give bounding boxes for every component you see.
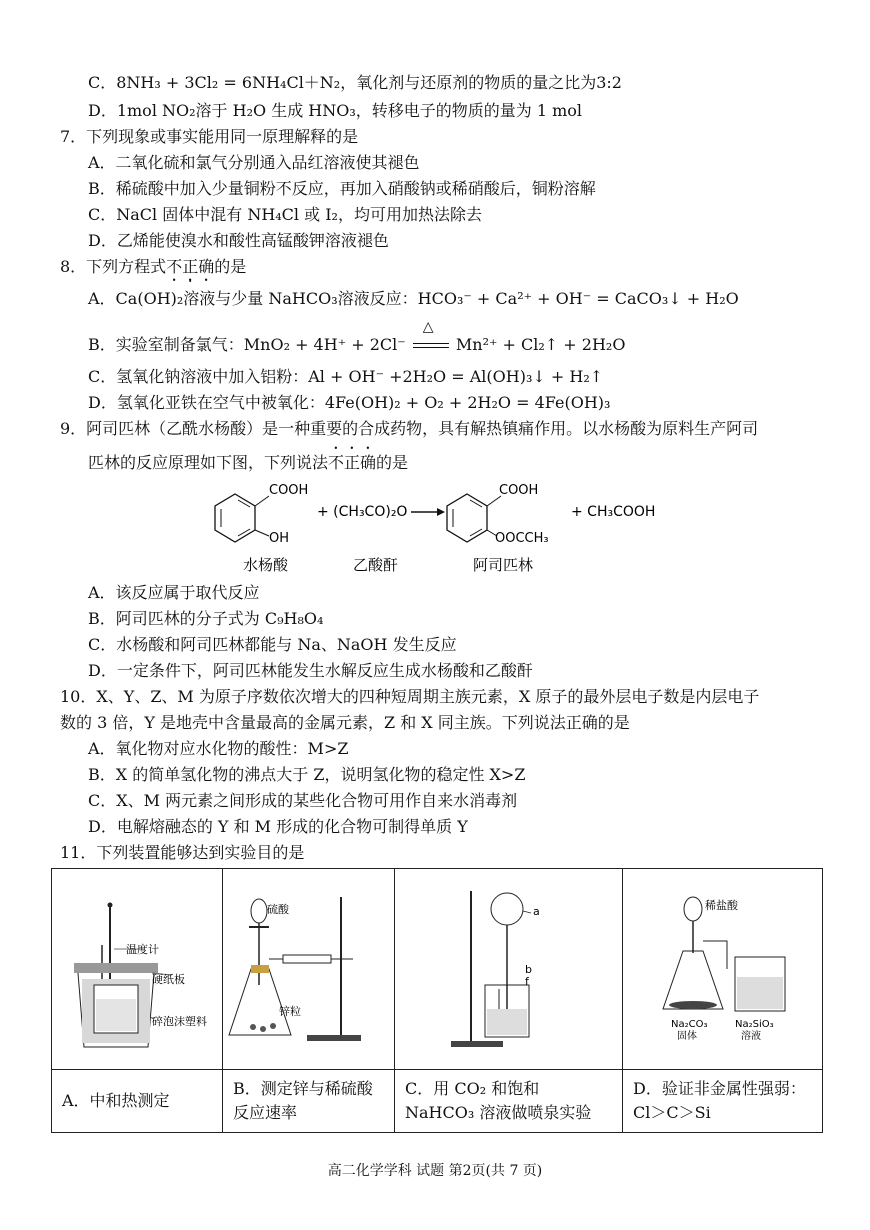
q7-option-d: D．乙烯能使溴水和酸性高锰酸钾溶液褪色 [88, 231, 389, 250]
q10-option-a: A．氧化物对应水化物的酸性：M>Z [88, 739, 349, 758]
caption-d: D．验证非金属性强弱：Cl＞C＞Si [623, 1070, 823, 1133]
label-sulfuric: 硫酸 [267, 903, 289, 916]
q9-text-1: 匹林的反应原理如下图，下列说法 [88, 453, 329, 472]
q7-option-b: B．稀硫酸中加入少量铜粉不反应，再加入硝酸钠或稀硝酸后，铜粉溶解 [88, 179, 596, 198]
q9-option-c: C．水杨酸和阿司匹林都能与 Na、NaOH 发生反应 [88, 635, 457, 654]
label-b: b [525, 963, 532, 976]
product-label: + CH₃COOH [571, 504, 656, 520]
ooc-label: OOCCH₃ [495, 531, 549, 546]
q8-text-1: 8．下列方程式 [60, 257, 167, 276]
q10-stem-2: 数的 3 倍，Y 是地壳中含量最高的金属元素，Z 和 X 同主族。下列说法正确的是 [60, 713, 630, 732]
name-anhydride: 乙酸酐 [353, 556, 399, 574]
fountain-figure [395, 869, 622, 1065]
q8-stem [60, 256, 246, 285]
q7-option-c: C．NaCl 固体中混有 NH₄Cl 或 I₂，均可用加热法除去 [88, 205, 482, 224]
apparatus-table [51, 868, 823, 1133]
q8-emphasis: 不正确 [166, 257, 215, 276]
cooh-label: COOH [269, 483, 309, 498]
q8-option-d: D．氢氧化亚铁在空气中被氧化：4Fe(OH)₂ + O₂ + 2H₂O = 4Fe(OH)₃ [88, 393, 611, 412]
q10-option-d: D．电解熔融态的 Y 和 M 形成的化合物可制得单质 Y [88, 817, 468, 836]
oh-label: OH [269, 531, 290, 546]
q8-option-c: C．氢氧化钠溶液中加入铝粉：Al + OH⁻ +2H₂O = Al(OH)₃↓ + H₂↑ [88, 367, 604, 386]
label-hcl: 稀盐酸 [705, 899, 738, 912]
q7-stem: 7．下列现象或事实能用同一原理解释的是 [60, 127, 359, 146]
q8-b-left: B．实验室制备氯气：MnO₂ + 4H⁺ + 2Cl⁻ [88, 335, 406, 354]
q9-option-d: D．一定条件下，阿司匹林能发生水解反应生成水杨酸和乙酸酐 [88, 661, 533, 680]
reaction-scheme [205, 474, 665, 580]
caption-c: C．用 CO₂ 和饱和 NaHCO₃ 溶液做喷泉实验 [395, 1070, 623, 1133]
q6-option-d: D．1mol NO₂溶于 H₂O 生成 HNO₃，转移电子的物质的量为 1 mol [88, 101, 583, 120]
apparatus-b-cell [223, 869, 395, 1070]
aspirin-structure [447, 494, 501, 542]
q7-option-a: A．二氧化硫和氯气分别通入品红溶液使其褪色 [88, 153, 420, 172]
q9-option-a: A．该反应属于取代反应 [88, 583, 260, 602]
label-solid: 固体 [677, 1031, 697, 1042]
q8-option-b [88, 318, 626, 356]
label-solution: 溶液 [741, 1031, 761, 1042]
label-cardboard: 硬纸板 [152, 973, 185, 986]
caption-b: B．测定锌与稀硫酸反应速率 [223, 1070, 395, 1133]
heat-symbol: △ [422, 318, 434, 335]
apparatus-d-cell [623, 869, 823, 1070]
nonmetal-figure [623, 869, 822, 1065]
salicylic-acid-structure [215, 494, 269, 542]
q9-stem-1: 9．阿司匹林（乙酰水杨酸）是一种重要的合成药物，具有解热镇痛作用。以水杨酸为原料生产阿司 [60, 419, 759, 438]
label-foam: 碎泡沫塑料 [152, 1015, 207, 1028]
q6-option-c: C．8NH₃ + 3Cl₂ = 6NH₄Cl＋N₂，氧化剂与还原剂的物质的量之比为3:2 [88, 73, 622, 92]
apparatus-a-cell [52, 869, 223, 1070]
q9-text-2: 的是 [376, 453, 409, 472]
page-footer: 高二化学学科 试题 第2页(共 7 页) [327, 1163, 543, 1179]
reagent-label: + (CH₃CO)₂O [317, 504, 408, 520]
label-na2co3: Na₂CO₃ [671, 1019, 708, 1030]
q9-emphasis: 不正确 [328, 453, 377, 472]
label-zinc: 锌粒 [279, 1005, 301, 1018]
q10-stem-1: 10．X、Y、Z、M 为原子序数依次增大的四种短周期主族元素，X 原子的最外层电子数是内层电子 [60, 687, 760, 706]
q11-stem: 11．下列装置能够达到实验目的是 [60, 843, 305, 862]
label-f: f [525, 975, 529, 988]
rate-measurement-figure [223, 869, 394, 1065]
calorimeter-figure [52, 869, 222, 1065]
q10-option-b: B．X 的简单氢化物的沸点大于 Z，说明氢化物的稳定性 X>Z [88, 765, 526, 784]
cooh2-label: COOH [499, 483, 539, 498]
q8-text-2: 的是 [214, 257, 247, 276]
heat-arrow [411, 318, 451, 356]
q8-b-right: Mn²⁺ + Cl₂↑ + 2H₂O [455, 335, 626, 354]
label-na2sio3: Na₂SiO₃ [735, 1019, 774, 1030]
apparatus-c-cell [395, 869, 623, 1070]
q8-option-a: A．Ca(OH)₂溶液与少量 NaHCO₃溶液反应：HCO₃⁻ + Ca²⁺ + OH⁻ = CaCO₃↓ + H₂O [88, 289, 739, 308]
q10-option-c: C．X、M 两元素之间形成的某些化合物可用作自来水消毒剂 [88, 791, 518, 810]
name-aspirin: 阿司匹林 [473, 556, 534, 574]
name-salicylic: 水杨酸 [243, 556, 289, 574]
caption-a: A．中和热测定 [52, 1070, 223, 1133]
label-thermometer: 温度计 [126, 943, 159, 956]
q9-option-b: B．阿司匹林的分子式为 C₉H₈O₄ [88, 609, 324, 628]
q9-stem-2 [88, 444, 408, 474]
label-a: a [533, 905, 540, 918]
